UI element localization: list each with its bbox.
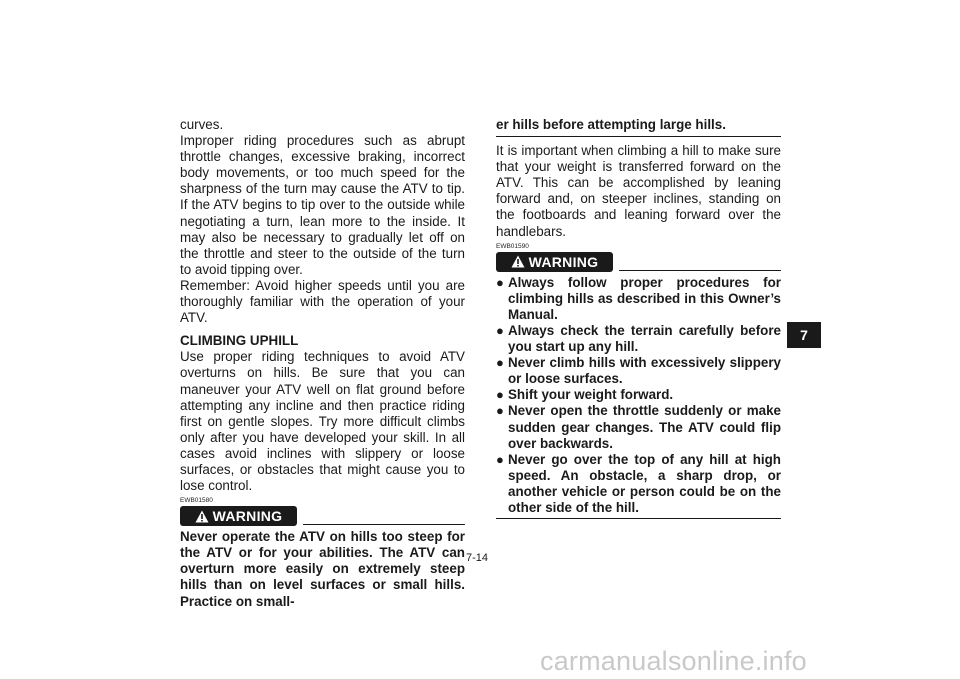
warning-triangle-icon — [195, 510, 209, 523]
paragraph-curves: curves. — [180, 117, 224, 132]
list-item: ● Never open the throttle suddenly or make sudden gear changes. The ATV could flip over backwards. — [496, 403, 781, 451]
warning-code: EWB01590 — [496, 242, 529, 250]
list-item: ● Always follow proper procedures for climbing hills as described in this Owner’s Manual. — [496, 274, 781, 322]
watermark: carmanualsonline.info — [540, 646, 807, 676]
paragraph-improper-riding: Improper riding procedures such as abrupt throttle changes, excessive braking, incorrect body movements, or too much speed for the sharpness of the turn may cause the ATV to tip. If the ATV begins to tip over to the outside while negotiating a turn, lean more to the inside. It may also be necessary to gradually let off on the throttle and steer to the outside of the turn to avoid tipping over. — [180, 133, 465, 277]
warning-end-rule — [496, 518, 781, 519]
list-item: ● Never go over the top of any hill at high speed. An obstacle, a sharp drop, or another vehicle or person could be on the other side of the hill. — [496, 451, 781, 515]
warning-triangle-icon — [511, 255, 525, 268]
warning-divider — [619, 270, 781, 271]
warning-header — [496, 252, 781, 272]
list-item: ● Shift your weight forward. — [496, 387, 674, 403]
warning-continuation: er hills before attempting large hills. — [496, 117, 781, 137]
bullet-icon: ● — [496, 403, 504, 419]
bullet-icon: ● — [496, 274, 504, 290]
warning-header — [180, 506, 465, 526]
page-number: 7-14 — [466, 552, 489, 564]
paragraph-remember: Remember: Avoid higher speeds until you are thoroughly familiar with the operation of your ATV. — [180, 277, 465, 326]
warning-badge — [180, 506, 297, 526]
bullet-icon: ● — [496, 322, 504, 338]
right-column — [496, 117, 781, 519]
warning-bullet-list — [496, 275, 781, 516]
chapter-tab: 7 — [787, 322, 821, 348]
list-item: ● Always check the terrain carefully before you start up any hill. — [496, 322, 781, 355]
bullet-icon: ● — [496, 451, 504, 467]
warning-divider — [303, 524, 465, 525]
paragraph-climbing-uphill: Use proper riding techniques to avoid ATV overturns on hills. Be sure that you can maneuver your ATV well on flat ground before attempting any incline and then practice riding first on gentle slopes. Try more difficult climbs only after you have developed your skill. In all cases avoid inclines with slippery or loose surfaces, or obstacles that might cause you to lose control. — [180, 349, 465, 494]
warning-label: WARNING — [212, 508, 283, 525]
paragraph-weight-transfer: It is important when climbing a hill to make sure that your weight is transferred forward on the ATV. This can be accomplished by leaning forward and, on steeper inclines, standing on the footboards and leaning forward over the handlebars. — [496, 143, 781, 239]
list-item: ● Never climb hills with excessively slippery or loose surfaces. — [496, 355, 781, 387]
warning-text: Never operate the ATV on hills too steep for the ATV or for your abilities. The ATV can overturn more easily on extremely steep hills than on level surfaces or small hills. Practice on small- — [180, 529, 465, 609]
bullet-icon: ● — [496, 355, 504, 371]
warning-code: EWB01580 — [180, 497, 213, 505]
left-column — [180, 117, 465, 610]
bullet-icon: ● — [496, 387, 504, 403]
warning-badge — [496, 252, 613, 272]
section-heading: CLIMBING UPHILL — [180, 333, 299, 349]
warning-label: WARNING — [528, 253, 599, 270]
